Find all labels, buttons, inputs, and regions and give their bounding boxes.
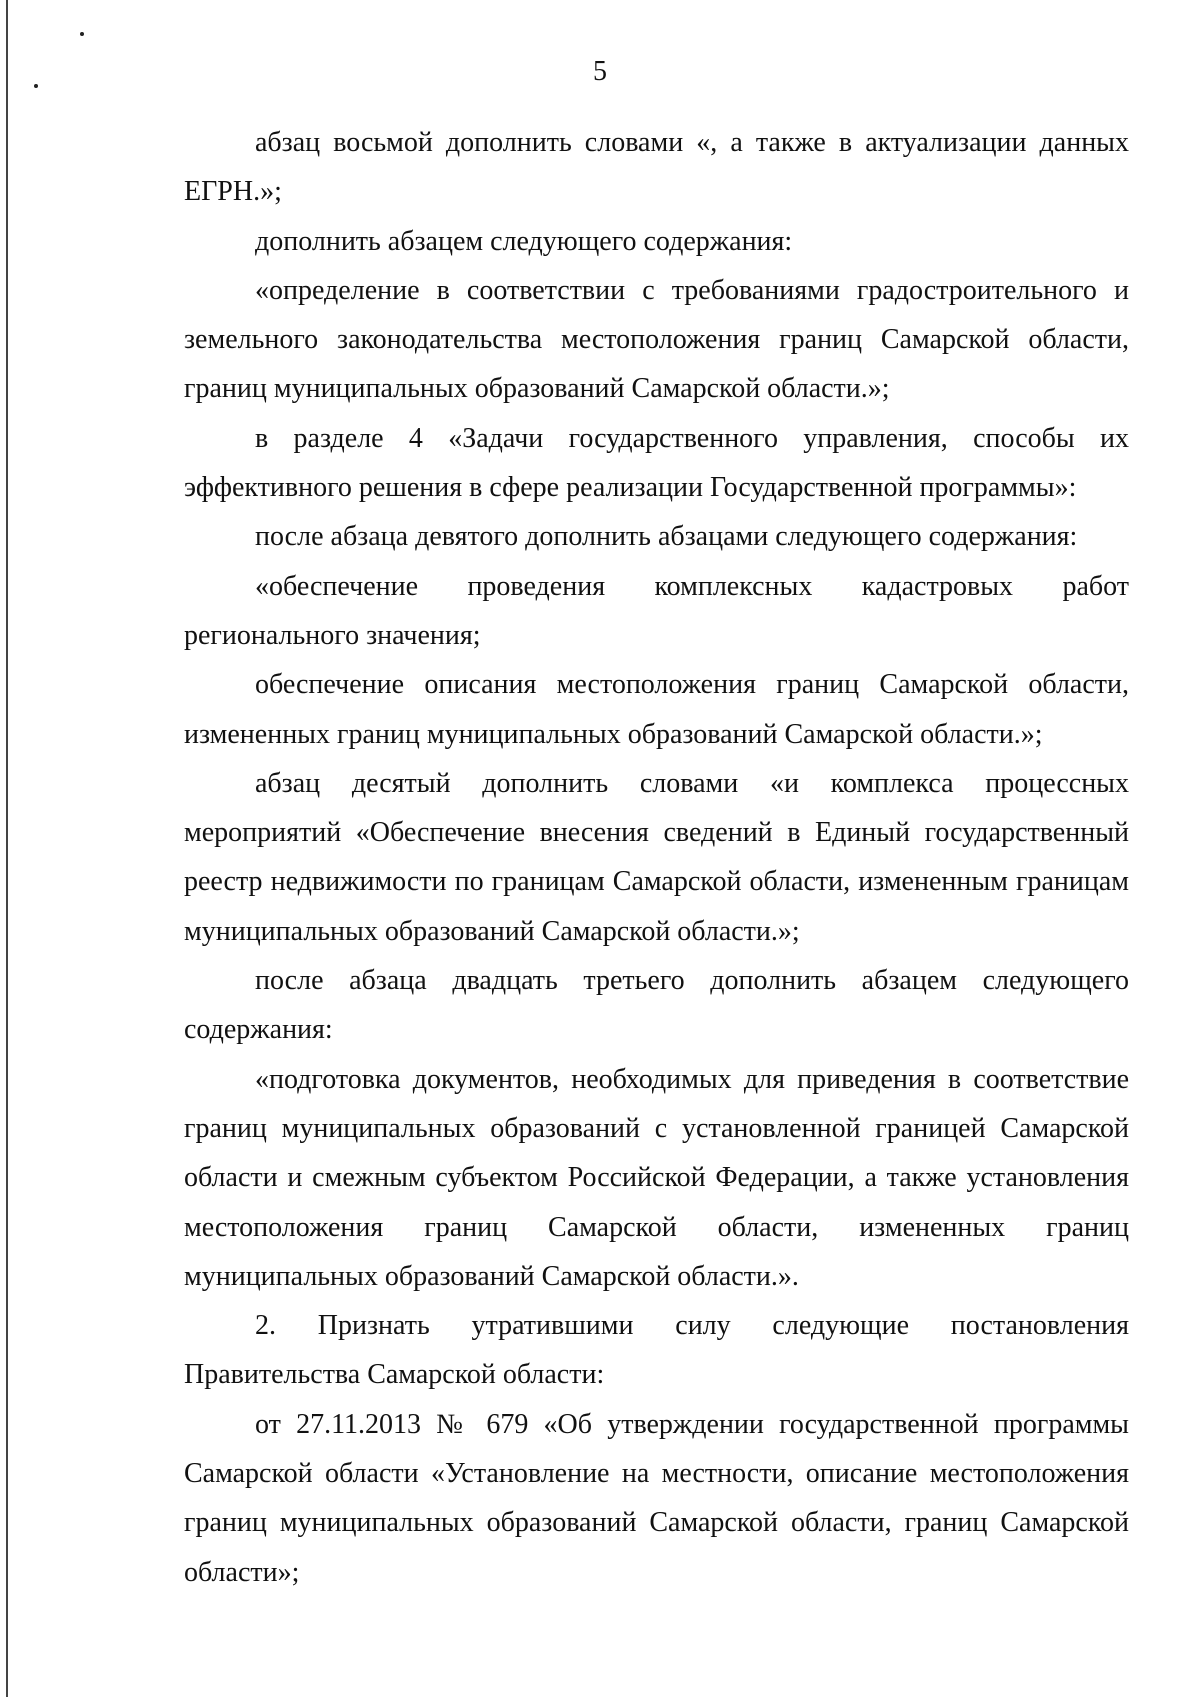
paragraph: абзац десятый дополнить словами «и комплекса процессных мероприятий «Обеспечение внесения сведений в Единый государственный реестр недвижимости по границам Самарской области, измененным границам муниципальных образований Самарской области.»; (184, 767, 1129, 947)
page-number: 5 (593, 56, 607, 87)
paragraph: дополнить абзацем следующего содержания: (255, 225, 793, 257)
paragraph: в разделе 4 «Задачи государственного управления, способы их эффективного решения в сфере реализации Государственной программы»: (184, 422, 1129, 504)
paragraph: абзац восьмой дополнить словами «, а также в актуализации данных ЕГРН.»; (184, 127, 1129, 208)
scan-edge-line (6, 0, 8, 1697)
scan-speck (80, 32, 84, 36)
paragraph: после абзаца девятого дополнить абзацами следующего содержания: (255, 521, 1078, 553)
paragraph: после абзаца двадцать третьего дополнить абзацем следующего содержания: (184, 965, 1129, 1046)
paragraph: 2. Признать утратившими силу следующие постановления Правительства Самарской области: (184, 1310, 1129, 1391)
paragraph: обеспечение описания местоположения границ Самарской области, измененных границ муниципальных образований Самарской области.»; (184, 669, 1129, 750)
document-body (184, 118, 1129, 1597)
paragraph: «определение в соответствии с требованиями градостроительного и земельного законодательства местоположения границ Самарской области, границ муниципальных образований Самарской области.»; (184, 274, 1129, 405)
paragraph: «обеспечение проведения комплексных кадастровых работ регионального значения; (184, 570, 1129, 651)
paragraph: от 27.11.2013 № 679 «Об утверждении государственной программы Самарской области «Установление на местности, описание местоположения границ муниципальных образований Самарской области, границ Самарской области»; (184, 1408, 1129, 1588)
paragraph: «подготовка документов, необходимых для приведения в соответствие границ муниципальных образований с установленной границей Самарской области и смежным субъектом Российской Федерации, а также установления местоположения границ Самарской области, измененных границ муниципальных образований Самарской области.». (184, 1063, 1129, 1292)
